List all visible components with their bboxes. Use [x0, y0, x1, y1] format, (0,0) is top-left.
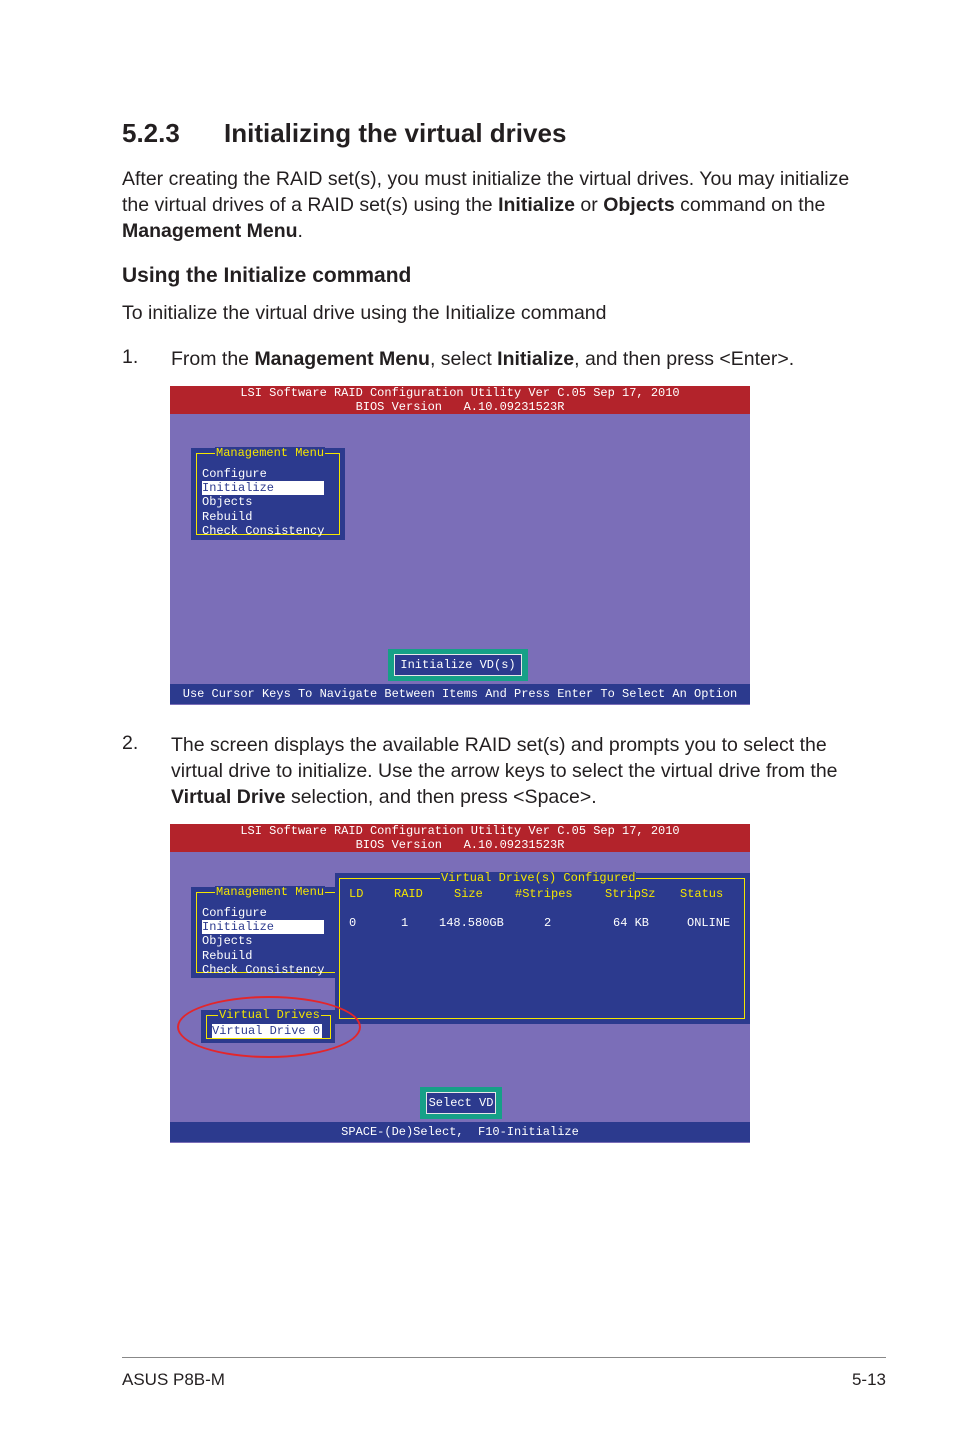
bios-title-bar-2	[170, 824, 750, 852]
intro-paragraph	[122, 166, 852, 244]
virtual-drives-list-title: Virtual Drives	[219, 1008, 320, 1022]
vd-cell-status: ONLINE	[687, 916, 731, 930]
step-1-number: 1.	[122, 346, 139, 368]
vd-cell-ld: 0	[349, 916, 357, 930]
intro-bold-management-menu: Management Menu	[122, 220, 298, 242]
bios-footer-1: Use Cursor Keys To Navigate Between Items And Press Enter To Select An Option	[170, 684, 750, 704]
step-1-bold-initialize: Initialize	[497, 348, 575, 370]
step-2-text-b: selection, and then press <Space>.	[285, 786, 597, 808]
bios-footer-2: SPACE-(De)Select, F10-Initialize	[170, 1122, 750, 1142]
bios-title-line-1-2: LSI Software RAID Configuration Utility Ver C.05 Sep 17, 2010	[240, 824, 680, 838]
footer-rule	[122, 1357, 886, 1358]
step-1-text-a: From the	[171, 348, 255, 370]
bios-version-line-2: BIOS Version A.10.09231523R	[355, 838, 565, 852]
intro-text-2: or	[575, 194, 604, 216]
section-heading	[122, 118, 566, 149]
initialize-vd-prompt	[388, 649, 528, 681]
section-title: Initializing the virtual drives	[224, 118, 567, 148]
management-menu-title-2: Management Menu	[216, 885, 325, 899]
management-menu-frame	[196, 446, 340, 538]
virtual-drive-0-item[interactable]: Virtual Drive 0	[212, 1024, 321, 1038]
intro-bold-objects: Objects	[603, 194, 675, 216]
vd-cell-raid: 1	[401, 916, 409, 930]
virtual-drives-configured-panel	[335, 873, 750, 1024]
intro-text-4: .	[297, 220, 303, 242]
menu-item-initialize[interactable]: Initialize	[202, 481, 324, 495]
menu-item-objects-2[interactable]: Objects	[202, 934, 253, 948]
menu-item-rebuild-2[interactable]: Rebuild	[202, 949, 253, 963]
footer-page-number: 5-13	[851, 1370, 886, 1389]
footer-product-name: ASUS P8B-M	[122, 1370, 225, 1389]
lead-paragraph: To initialize the virtual drive using the Initialize command	[122, 302, 607, 324]
vd-cell-stripes: 2	[544, 916, 552, 930]
bios-title-bar	[170, 386, 750, 414]
step-2-bold-virtual-drive: Virtual Drive	[171, 786, 286, 808]
vd-cell-size: 148.580GB	[439, 916, 504, 930]
subheading: Using the Initialize command	[122, 264, 412, 287]
select-vd-prompt	[420, 1087, 502, 1119]
virtual-drives-configured-title: Virtual Drive(s) Configured	[441, 871, 636, 885]
select-vd-button[interactable]: Select VD	[426, 1092, 496, 1114]
step-2-text-a: The screen displays the available RAID set(s) and prompts you to select the virtual drive to initialize. Use the arrow keys to select the virtual drive from the	[171, 734, 838, 782]
step-2-text	[171, 732, 861, 810]
step-1-bold-management-menu: Management Menu	[254, 348, 430, 370]
menu-item-configure[interactable]: Configure	[202, 467, 267, 481]
bios-screen-2	[170, 824, 750, 1143]
menu-item-configure-2[interactable]: Configure	[202, 906, 267, 920]
menu-item-rebuild[interactable]: Rebuild	[202, 510, 253, 524]
menu-item-objects[interactable]: Objects	[202, 495, 253, 509]
bios-version-line: BIOS Version A.10.09231523R	[355, 400, 565, 414]
intro-text-3: command on the	[674, 194, 826, 216]
initialize-vd-button[interactable]: Initialize VD(s)	[394, 654, 522, 676]
column-header-stripsz: StripSz	[605, 887, 656, 901]
step-1-text	[171, 346, 861, 372]
intro-bold-initialize: Initialize	[498, 194, 576, 216]
step-1-text-c: , and then press <Enter>.	[574, 348, 795, 370]
column-header-ld: LD	[349, 887, 364, 901]
menu-item-check-consistency-2[interactable]: Check Consistency	[202, 963, 325, 977]
menu-item-check-consistency[interactable]: Check Consistency	[202, 524, 325, 538]
intro-text-1: After creating the RAID set(s), you must initialize the virtual drives. You may initialize the virtual drives of a RAID set(s) using the	[122, 168, 850, 216]
menu-item-initialize-2[interactable]: Initialize	[202, 920, 324, 934]
section-number: 5.2.3	[122, 118, 180, 148]
bios-screen-1	[170, 386, 750, 705]
vd-cell-stripsz: 64 KB	[613, 916, 650, 930]
column-header-status: Status	[680, 887, 724, 901]
highlight-ellipse	[177, 996, 361, 1058]
column-header-raid: RAID	[394, 887, 423, 901]
management-menu-frame-2	[196, 885, 340, 977]
step-1-text-b: , select	[429, 348, 498, 370]
step-2-number: 2.	[122, 732, 139, 754]
management-menu	[191, 448, 345, 540]
management-menu-title: Management Menu	[216, 446, 325, 460]
bios-title-line-1: LSI Software RAID Configuration Utility Ver C.05 Sep 17, 2010	[240, 386, 680, 400]
management-menu-2	[191, 887, 345, 978]
column-header-stripes: #Stripes	[515, 887, 573, 901]
column-header-size: Size	[454, 887, 483, 901]
